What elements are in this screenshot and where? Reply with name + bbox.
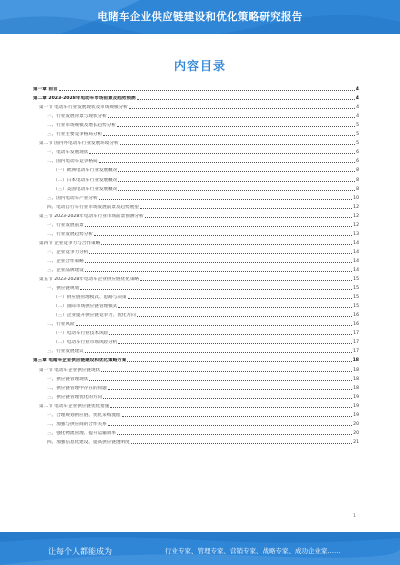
toc-entry-page: 14 (353, 267, 359, 273)
toc-leader-dots (85, 352, 352, 353)
toc-entry-label: 一、供应链管理现状 (47, 376, 89, 382)
toc-leader-dots (85, 271, 352, 272)
toc-entry-label: 第二章 2023-2028年电动车市场前景及趋势预测 (33, 96, 136, 102)
toc-leader-dots (103, 135, 355, 136)
toc-leader-dots (108, 389, 352, 390)
toc-entry-page: 15 (353, 304, 359, 310)
toc-entry-page: 17 (353, 349, 359, 355)
toc-leader-dots (94, 235, 352, 236)
toc-entry-page: 8 (356, 186, 359, 192)
toc-entry-label: 二、行业风险 (47, 322, 75, 328)
toc-entry-page: 12 (353, 204, 359, 210)
toc-entry[interactable] (33, 129, 359, 138)
toc-leader-dots (140, 280, 352, 281)
toc-entry-label: 第一章 前言 (33, 87, 58, 93)
toc-leader-dots (140, 208, 352, 209)
toc-entry-label: 二、行业发展趋势分析 (47, 231, 93, 237)
toc-entry-page: 21 (353, 439, 359, 445)
toc-entry-label: 一、行业发展前景 (47, 222, 84, 228)
toc-entry[interactable] (33, 337, 359, 346)
toc-entry[interactable] (33, 328, 359, 337)
toc-entry-label: （二）国际市场供应链管理模式 (53, 304, 118, 310)
toc-entry-page: 12 (353, 213, 359, 219)
toc-entry-label: 二、国内电动车竞争格局 (47, 159, 98, 165)
toc-entry[interactable] (33, 102, 359, 111)
toc-entry-label: 第五节 2023-2028年电动车企业供应链优化策略 (39, 277, 140, 283)
toc-entry[interactable] (33, 238, 359, 247)
toc-entry[interactable] (33, 383, 359, 392)
toc-leader-dots (118, 181, 355, 182)
toc-leader-dots (99, 199, 353, 200)
toc-entry-label: （二）日本电动车行业发展概况 (53, 177, 118, 183)
toc-entry[interactable] (33, 437, 359, 446)
toc-entry-page: 18 (352, 358, 359, 364)
toc-entry-label: （二）电动车行业市场风险分析 (53, 340, 118, 346)
toc-entry[interactable] (33, 346, 359, 355)
toc-entry-page: 18 (353, 367, 359, 373)
toc-entry[interactable] (33, 147, 359, 156)
toc-leader-dots (118, 307, 352, 308)
toc-leader-dots (145, 217, 353, 218)
toc-entry[interactable] (33, 229, 359, 238)
toc-leader-dots (137, 316, 352, 317)
toc-entry-label: 三、行业发展建议 (47, 349, 84, 355)
toc-entry[interactable] (33, 392, 359, 401)
footer-slogan-left: 让每个人都能成为 (48, 547, 112, 556)
toc-leader-dots (109, 334, 352, 335)
toc-entry-label: 二、行业市场规模及增长趋势分析 (47, 123, 116, 129)
toc-entry-page: 15 (353, 277, 359, 283)
toc-entry-label: 第一节 电动车行业发展现状及市场规模分析 (39, 105, 128, 111)
toc-entry[interactable] (33, 410, 359, 419)
toc-entry[interactable] (33, 247, 359, 256)
toc-leader-dots (101, 371, 352, 372)
toc-entry-page: 4 (356, 105, 359, 111)
toc-leader-dots (137, 99, 355, 100)
toc-entry[interactable] (33, 165, 359, 174)
toc-entry-label: （一）电动车行业技术风险 (53, 331, 109, 337)
toc-leader-dots (117, 126, 355, 127)
toc-entry[interactable] (33, 211, 359, 220)
toc-entry-label: 第三章 电睹车企业供应链建设和优化策略方案 (33, 358, 127, 364)
toc-leader-dots (59, 90, 355, 91)
toc-entry-page: 6 (356, 150, 359, 156)
toc-entry[interactable] (33, 120, 359, 129)
toc-entry[interactable] (33, 156, 359, 165)
toc-entry[interactable] (33, 355, 359, 364)
toc-entry-page: 14 (353, 240, 359, 246)
toc-entry-page: 16 (353, 313, 359, 319)
toc-entry-label: 三、企业品牌建设 (47, 267, 84, 273)
toc-entry-label: （三）美国电动车行业发展概况 (53, 186, 118, 192)
toc-entry-page: 6 (356, 159, 359, 165)
footer-slogan-right: 行业专家、管理专家、营销专家、战略专家、成功企业家…… (165, 547, 341, 555)
toc-leader-dots (85, 226, 352, 227)
toc-entry[interactable] (33, 419, 359, 428)
toc-leader-dots (122, 416, 353, 417)
toc-leader-dots (89, 380, 352, 381)
toc-entry-page: 19 (353, 403, 359, 409)
page-footer (0, 532, 400, 565)
toc-entry-page: 12 (353, 222, 359, 228)
page-header (0, 0, 400, 34)
toc-leader-dots (108, 425, 352, 426)
toc-entry-page: 4 (355, 87, 359, 93)
toc-entry[interactable] (33, 292, 359, 301)
page-number: 1 (353, 514, 356, 519)
toc-leader-dots (118, 190, 355, 191)
toc-entry-page: 19 (353, 412, 359, 418)
toc-leader-dots (76, 325, 353, 326)
report-title: 电睹车企业供应链建设和优化策略研究报告 (97, 11, 303, 23)
toc-entry[interactable] (33, 301, 359, 310)
toc-entry[interactable] (33, 138, 359, 147)
toc-entry[interactable] (33, 374, 359, 383)
toc-entry-label: 四、电动自行车行业市场发展前景及趋势展望 (47, 204, 139, 210)
toc-entry-label: 第一节 电动车企业供应链现状 (39, 367, 101, 373)
toc-entry[interactable] (33, 256, 359, 265)
toc-leader-dots (89, 153, 355, 154)
toc-entry-label: 二、企业合作策略 (47, 258, 84, 264)
toc-entry[interactable] (33, 364, 359, 373)
toc-entry[interactable] (33, 93, 359, 102)
toc-leader-dots (117, 434, 352, 435)
toc-entry-label: 第四节 企业竞争力与合作策略 (39, 240, 101, 246)
toc-entry[interactable] (33, 202, 359, 211)
toc-leader-dots (110, 407, 352, 408)
toc-entry-page: 17 (353, 340, 359, 346)
toc-leader-dots (131, 443, 352, 444)
toc-leader-dots (108, 117, 355, 118)
toc-entry[interactable] (33, 220, 359, 229)
toc-entry-page: 20 (353, 430, 359, 436)
toc-entry-label: 二、供应链管理中存在的问题 (47, 385, 107, 391)
toc-entry-page: 15 (353, 286, 359, 292)
toc-entry[interactable] (33, 84, 359, 93)
toc-entry-label: 一、企业竞争力分析 (47, 249, 89, 255)
toc-entry[interactable] (33, 184, 359, 193)
toc-entry-page: 15 (353, 295, 359, 301)
toc-entry[interactable] (33, 174, 359, 183)
toc-entry-label: 第二节 电动车企业供应链优化措施 (39, 403, 110, 409)
toc-entry-label: （三）企业提升供应链竞争力、优化方向 (53, 313, 136, 319)
toc-entry-page: 8 (356, 168, 359, 174)
toc-entry-label: 二、加强与供应商的合作关系 (47, 421, 107, 427)
toc-entry-label: 一、合理规划供应链、优化采购流程 (47, 412, 121, 418)
toc-entry-label: 三、行业主要竞争格局分析 (47, 132, 103, 138)
toc-entry-label: 一、行业发展背景与现状分析 (47, 114, 107, 120)
toc-entry-page: 14 (353, 249, 359, 255)
toc-leader-dots (120, 144, 356, 145)
toc-leader-dots (101, 244, 352, 245)
toc-leader-dots (80, 289, 352, 290)
toc-entry-page: 18 (353, 385, 359, 391)
toc-entry-page: 5 (356, 123, 359, 129)
toc-entry-page: 10 (353, 195, 359, 201)
toc-entry-label: 第二节 国内外电动车行业发展环境分析 (39, 141, 119, 147)
toc-entry-page: 14 (353, 258, 359, 264)
toc-leader-dots (128, 298, 353, 299)
toc-entry-page: 19 (353, 394, 359, 400)
toc-entry-page: 8 (356, 177, 359, 183)
toc-entry-label: 第三节 2023-2028年电动车行业市场前景预测分析 (39, 213, 144, 219)
toc-leader-dots (85, 262, 352, 263)
toc-entry[interactable] (33, 274, 359, 283)
toc-entry[interactable] (33, 319, 359, 328)
toc-entry-label: 一、电动车发展现状 (47, 150, 89, 156)
toc-leader-dots (118, 343, 352, 344)
toc-entry-page: 20 (353, 421, 359, 427)
toc-entry[interactable] (33, 111, 359, 120)
toc-entry[interactable] (33, 401, 359, 410)
toc-entry-page: 18 (353, 376, 359, 382)
toc-leader-dots (118, 171, 355, 172)
toc-entry-page: 4 (356, 114, 359, 120)
toc-heading: 内容目录 (173, 59, 226, 73)
table-of-contents (33, 84, 359, 446)
toc-leader-dots (99, 162, 356, 163)
toc-leader-dots (129, 108, 355, 109)
toc-entry-page: 5 (356, 141, 359, 147)
toc-entry-page: 13 (353, 231, 359, 237)
toc-entry[interactable] (33, 193, 359, 202)
toc-entry[interactable] (33, 283, 359, 292)
toc-entry[interactable] (33, 265, 359, 274)
toc-entry-label: 四、加强信息化建设、提高供应链透明度 (47, 439, 130, 445)
toc-entry-label: 一、供应链规划 (47, 286, 80, 292)
toc-entry-label: 三、供应链管理优化的方向 (47, 394, 103, 400)
toc-entry-label: 三、国内电动车产业分析 (47, 195, 98, 201)
toc-entry-page: 16 (353, 322, 359, 328)
toc-entry-label: 三、强化物流管理、提升运输效率 (47, 430, 116, 436)
toc-leader-dots (103, 398, 352, 399)
toc-entry-label: （一）供应链管理模式、思路与决策 (53, 295, 127, 301)
toc-entry[interactable] (33, 310, 359, 319)
toc-entry-label: （一）欧洲电动车行业发展概况 (53, 168, 118, 174)
toc-leader-dots (89, 253, 352, 254)
toc-entry[interactable] (33, 428, 359, 437)
toc-leader-dots (127, 361, 351, 362)
toc-entry-page: 5 (356, 132, 359, 138)
toc-entry-page: 4 (355, 96, 359, 102)
toc-entry-page: 17 (353, 331, 359, 337)
